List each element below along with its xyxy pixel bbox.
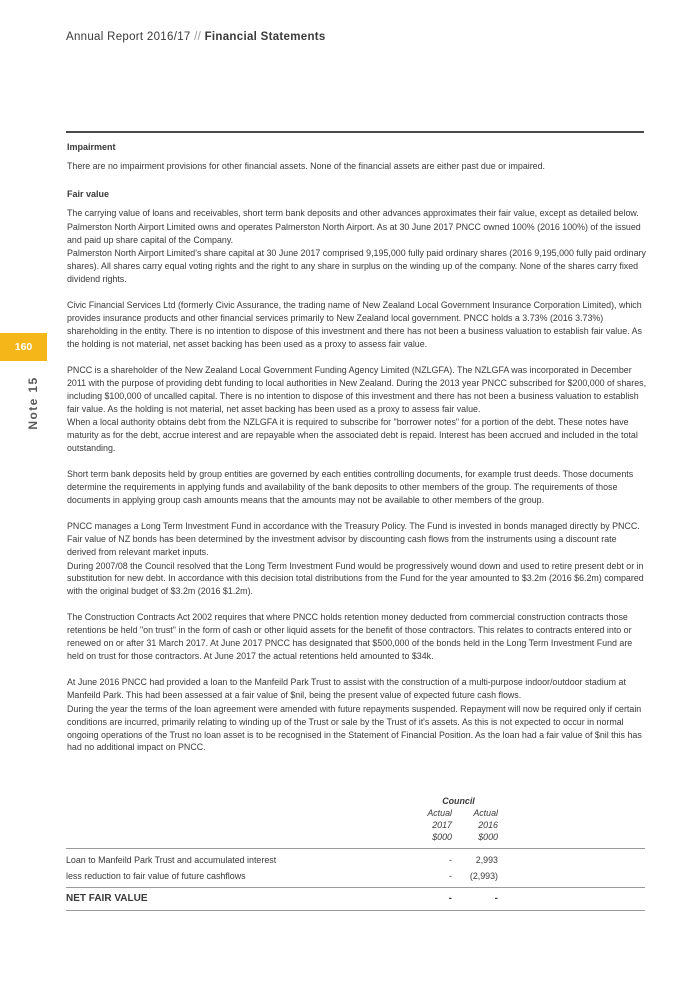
- civic-financial-paragraph: Civic Financial Services Ltd (formerly Civic Assurance, the trading name of New Zealand Local Government Insurance Corporation Limited), which provides insurance products and other financial services primarily to New Zealand local government. PNCC holds a 3.73% (2016 3.73%) shareholding in the entity. There is no intention to dispose of this investment and there has not been a business valuation to establish fair value. As the holding is not material, net asset backing has been used as a proxy to assess fair value.: [67, 300, 642, 349]
- col-2016-unit: $000: [478, 832, 498, 842]
- table-row: [66, 868, 645, 884]
- note-label: Note 15: [26, 376, 40, 430]
- row-value-2016: 2,993: [475, 854, 498, 865]
- report-title: Annual Report 2016/17: [66, 31, 191, 43]
- row-value-2017: -: [449, 854, 452, 865]
- impairment-text: There are no impairment provisions for other financial assets. None of the financial assets are either past due or impaired.: [67, 160, 546, 171]
- nzlgfa-paragraph: PNCC is a shareholder of the New Zealand Local Government Funding Agency Limited (NZLGFA). The NZLGFA was incorporated in December 2011 with the purpose of providing debt funding to local authorities in New Zealand. During the 2013 year PNCC subscribed for $200,000 of shares, including $100,000 of uncalled capital. There is no intention to dispose of this investment and there has not been a business valuation to establish fair value. As the holding is not material, net asset backing has been used as a proxy to assess fair value.: [67, 364, 647, 414]
- fair-value-paragraph: The carrying value of loans and receivables, short term bank deposits and other advances approximates their fair value, except as detailed below.: [67, 207, 639, 218]
- impairment-heading: Impairment: [67, 142, 116, 152]
- col-2016-label: Actual: [473, 808, 498, 818]
- total-value-2017: -: [448, 893, 452, 904]
- airport-ownership-paragraph: Palmerston North Airport Limited owns and operates Palmerston North Airport. As at 30 June 2017 PNCC owned 100% (2016 100%) of the issued and paid up share capital of the Company.: [67, 221, 641, 245]
- page-number-tab: [0, 333, 47, 361]
- total-value-2016: -: [494, 893, 498, 904]
- table-row: [66, 852, 645, 868]
- fair-value-table: [66, 795, 645, 911]
- investment-fund-paragraph: PNCC manages a Long Term Investment Fund in accordance with the Treasury Policy. The Fund is invested in bonds managed directly by PNCC. Fair value of NZ bonds has been determined by the investment advisor by discounting cash flows from the instruments using a discount rate derived from relevant market inputs.: [67, 520, 640, 557]
- header-rule: [66, 131, 644, 133]
- header-separator: //: [194, 31, 202, 43]
- row-value-2016: (2,993): [469, 870, 498, 881]
- total-label: NET FAIR VALUE: [66, 893, 148, 904]
- note-body: [67, 141, 647, 755]
- row-value-2017: -: [449, 870, 452, 881]
- council-header: Council: [442, 796, 475, 806]
- fair-value-heading: Fair value: [67, 188, 110, 199]
- page-header: [66, 31, 326, 43]
- col-2017-unit: $000: [432, 832, 452, 842]
- col-2017-label: Actual: [427, 808, 452, 818]
- total-row: [66, 888, 645, 911]
- bank-deposits-paragraph: Short term bank deposits held by group entities are governed by each entities controlling documents, for example trust deeds. Those documents determine the requirements in applying funds and availability of the bank deposits to other members of the group. The requirements of those documents in applying group cash amounts means that the amounts may not be available to other members of the group.: [67, 469, 634, 505]
- loan-terms-paragraph: During the year the terms of the loan agreement were amended with future repayments suspended. Repayment will now be required only if certain conditions are incurred, primarily relating to winding up of the Trust or sale by the Trust of it's assets. As this is not expected to occur in normal ongoing operations of the Trust no loan asset is to be recognised in the Statement of Financial Position. As the loan had a fair value of $nil this has had no additional impact on PNCC.: [67, 703, 642, 753]
- row-label: Loan to Manfeild Park Trust and accumulated interest: [66, 854, 277, 865]
- manfeild-loan-paragraph: At June 2016 PNCC had provided a loan to the Manfeild Park Trust to assist with the construction of a multi-purpose indoor/outdoor stadium at Manfeild Park. This had been assessed at a fair value of $nil, being the present value of expected future cash flows.: [67, 676, 626, 700]
- construction-contracts-paragraph: The Construction Contracts Act 2002 requires that where PNCC holds retention money deducted from commercial construction contracts those retentions be held "on trust" in the form of cash or other liquid assets for the benefit of those contractors. This relates to contracts entered into or renewed on or after 31 March 2017. At June 2017 PNCC has designated that $500,000 of the bonds held in the Long Term Investment Fund are held on trust for those contractors. At June 2017 the actual retentions held amounted to $34k.: [67, 612, 633, 661]
- fund-distribution-paragraph: During 2007/08 the Council resolved that the Long Term Investment Fund would be progressively wound down and used to retire present debt or in substitution for new debt. In accordance with this decision total distributions from the Fund for the year amounted to $3.2m (2016 $6.2m) compared with the original budget of $3.2m (2016 $1.2m).: [67, 560, 644, 597]
- borrower-notes-paragraph: When a local authority obtains debt from the NZLGFA it is required to subscribe for "borrower notes" for a portion of the debt. These notes have maturity as for the debt, accrue interest and are repayable when the associated debt is repaid. Interest has been accrued and included in the total outstanding.: [67, 417, 638, 454]
- page-number: 160: [14, 341, 33, 353]
- section-title: Financial Statements: [204, 31, 326, 43]
- col-2016-year: 2016: [478, 820, 498, 830]
- col-2017-year: 2017: [432, 820, 452, 830]
- airport-share-capital-paragraph: Palmerston North Airport Limited's share capital at 30 June 2017 comprised 9,195,000 fully paid ordinary shares (2016 9,195,000 fully paid ordinary shares). All shares carry equal voting rights and the right to any share in surplus on the winding up of the company. None of the shares carry fixed dividend rights.: [67, 248, 646, 285]
- row-label: less reduction to fair value of future cashflows: [66, 870, 246, 881]
